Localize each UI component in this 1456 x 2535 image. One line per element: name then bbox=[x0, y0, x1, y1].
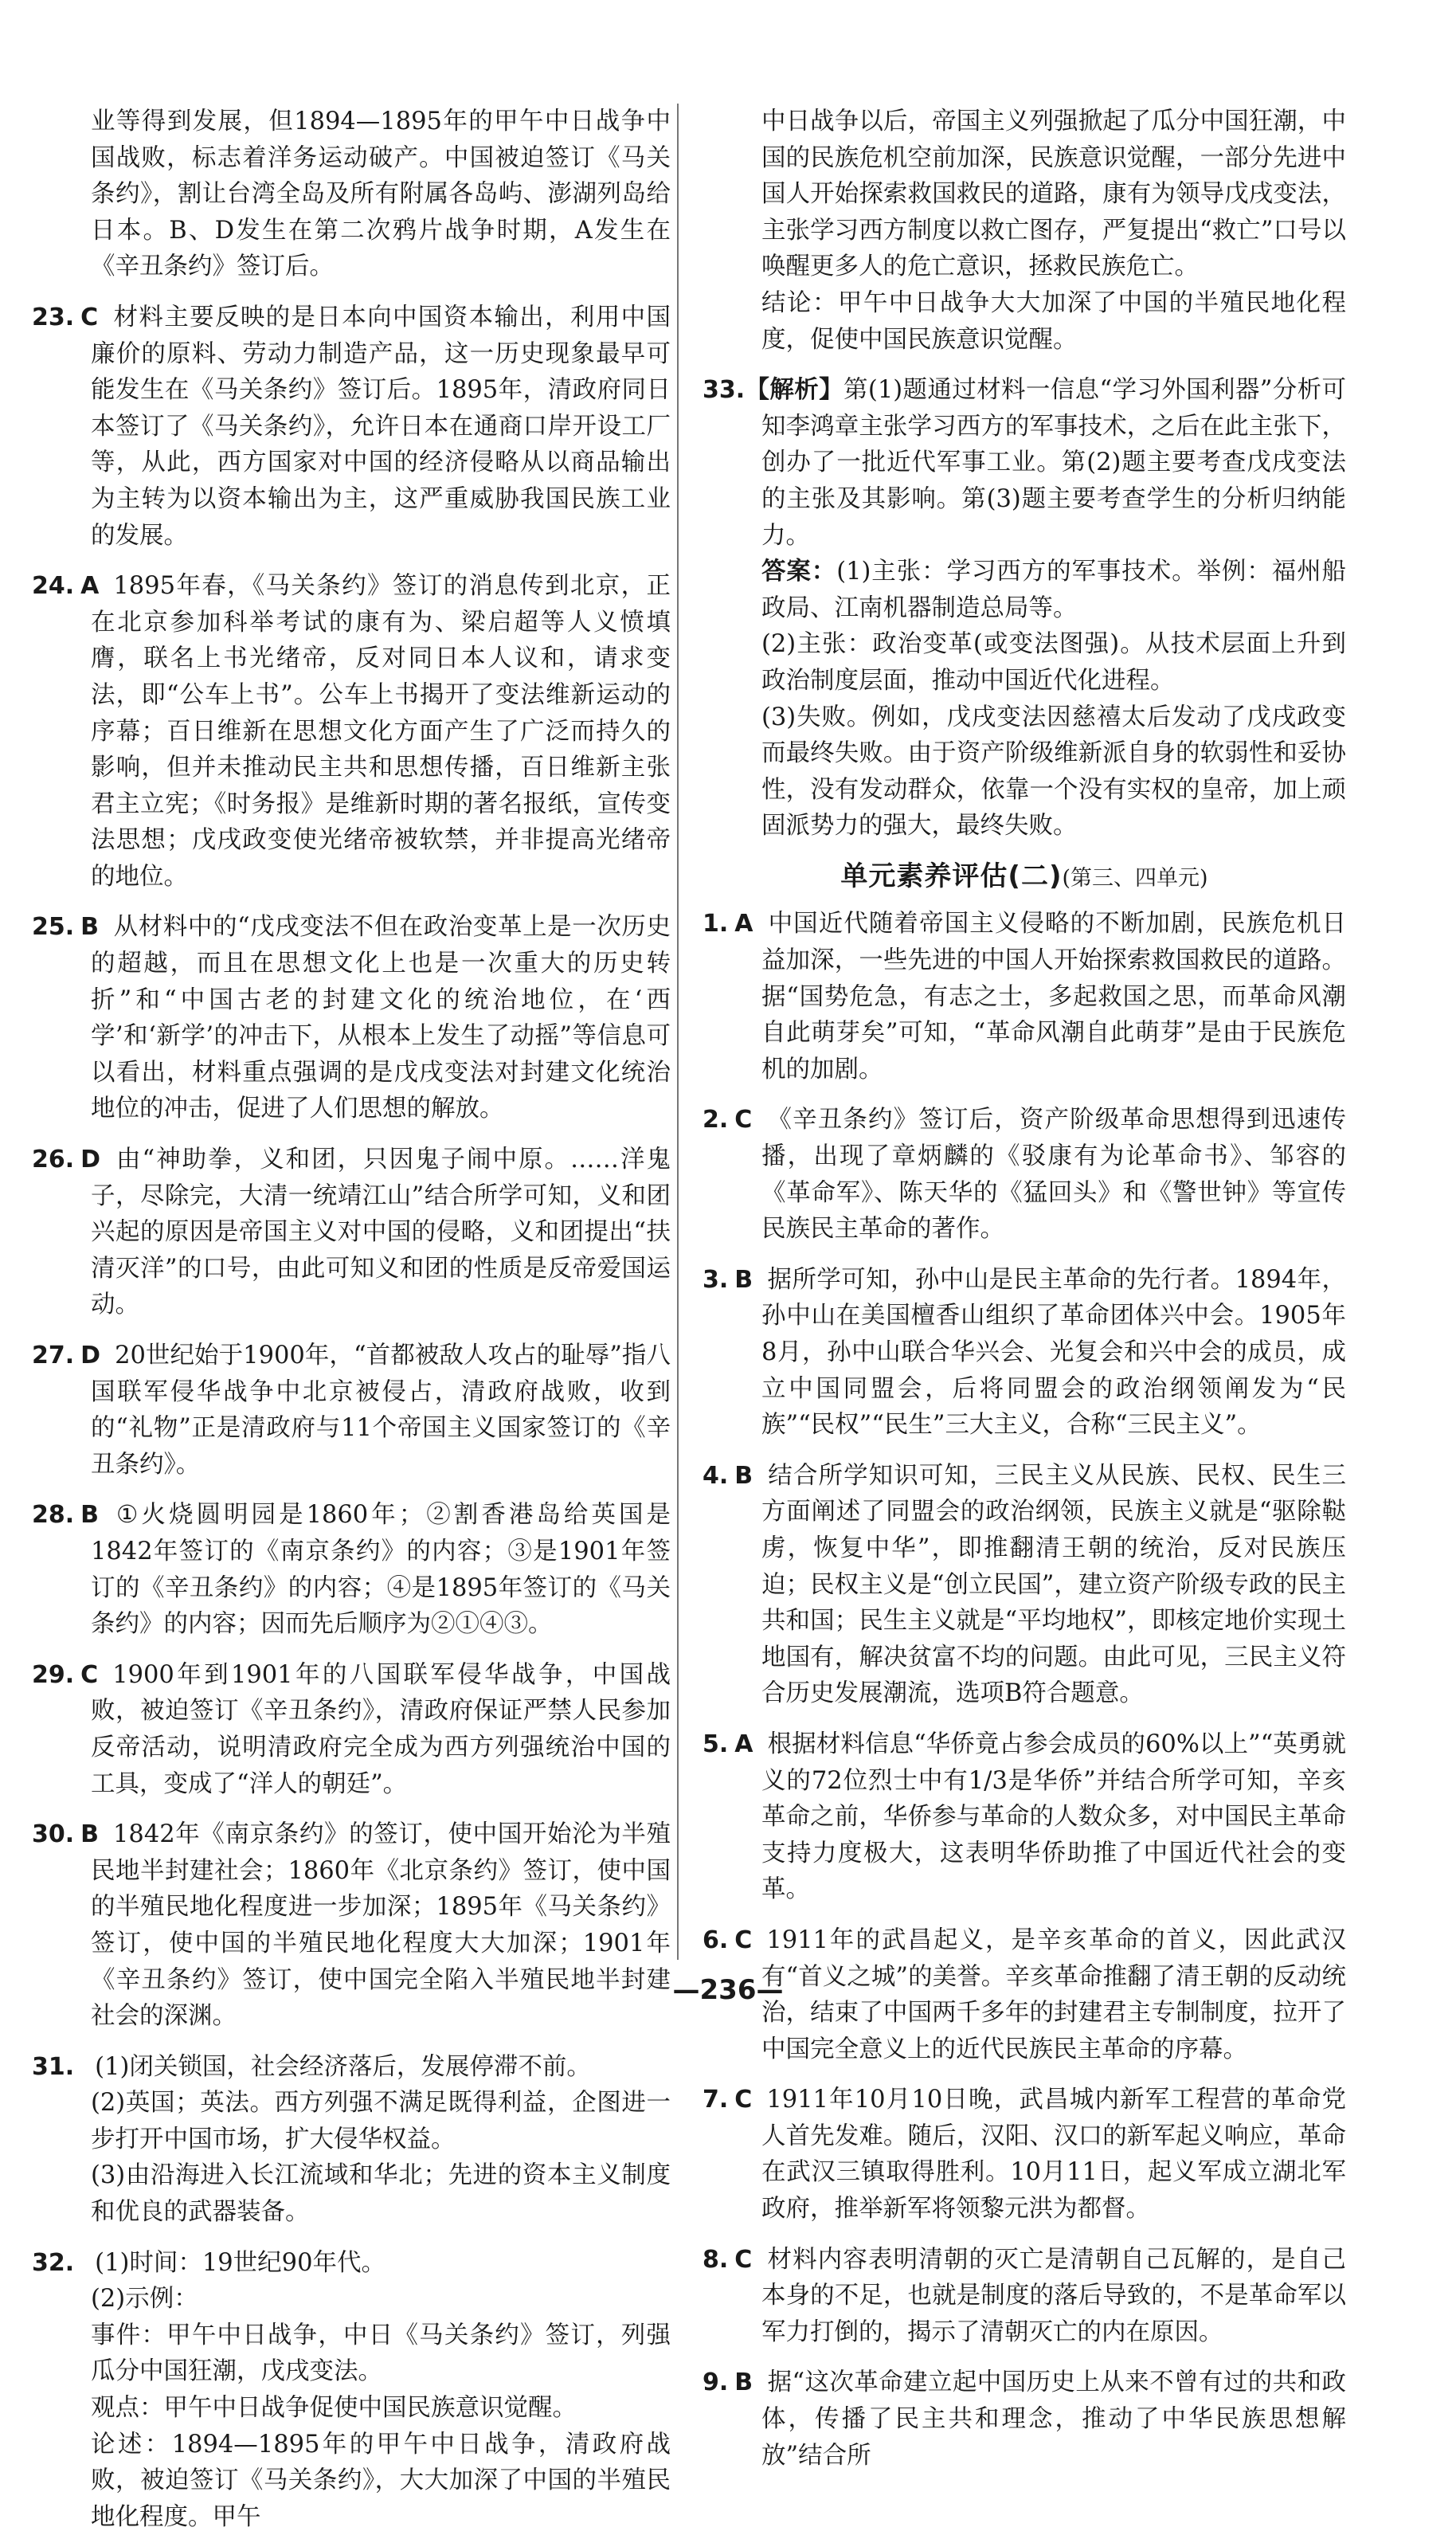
right-answer-list bbox=[703, 906, 1346, 2474]
answer-explanation: 1911年的武昌起义，是辛亥革命的首义，因此武汉有“首义之城”的美誉。辛亥革命推翻了清王朝的反动统治，结束了中国两千多年的封建君主专制制度，拉开了中国完全意义上的近代民族民主革命的序幕。 bbox=[761, 1926, 1346, 2063]
answer-explanation: 从材料中的“戊戌变法不但在政治变革上是一次历史的超越，而且在思想文化上也是一次重大的历史转折”和“中国古老的封建文化的统治地位，在‘西学’和‘新学’的冲击下，从根本上发生了动摇”等信息可以看出，材料重点强调的是戊戌变法对封建文化统治地位的冲击，促进了人们思想的解放。 bbox=[91, 913, 671, 1123]
answer-letter: D bbox=[80, 1342, 101, 1369]
answer-item bbox=[32, 1142, 671, 1323]
answer-letter: B bbox=[734, 1265, 753, 1294]
section-title: 单元素养评估(二)(第三、四单元) bbox=[840, 860, 1208, 892]
q33-analysis: 33.【解析】第(1)题通过材料一信息“学习外国利器”分析可知李鸿章主张学习西方的军事技术，之后在此主张下，创办了一批近代军事工业。第(2)题主要考查戊戌变法的主张及其影响。第(3)题主要考查学生的分析归纳能力。 bbox=[703, 376, 1346, 550]
question-number: 6. bbox=[703, 1926, 729, 1954]
answer-letter: B bbox=[80, 1501, 100, 1530]
q32-part-4: 观点：甲午中日战争促使中国民族意识觉醒。 bbox=[91, 2394, 577, 2423]
answer-explanation: 1842年《南京条约》的签订，使中国开始沦为半殖民地半封建社会；1860年《北京条约》签订，使中国的半殖民地化程度进一步加深；1895年《马关条约》签订，使中国的半殖民地化程度大大加深；1901年《辛丑条约》签订，使中国完全陷入半殖民地半封建社会的深渊。 bbox=[91, 1820, 671, 2031]
question-number: 24. bbox=[32, 572, 75, 601]
answer-explanation: 1895年春，《马关条约》签订的消息传到北京，正在北京参加科举考试的康有为、梁启超等人义愤填膺，联名上书光绪帝，反对同日本人议和，请求变法，即“公车上书”。公车上书揭开了变法维新运动的序幕；百日维新在思想文化方面产生了广泛而持久的影响，但并未推动民主共和思想传播，百日维新主张君主立宪；《时务报》是维新时期的著名报纸，宣传变法思想；戊戌政变使光绪帝被软禁，并非提高光绪帝的地位。 bbox=[91, 572, 671, 891]
answer-letter: B bbox=[80, 913, 100, 942]
q33-answer-2: (2)主张：政治变革(或变法图强)。从技术层面上升到政治制度层面，推动中国近代化进程。 bbox=[761, 630, 1346, 695]
answer-item bbox=[32, 1338, 671, 1483]
question-number: 27. bbox=[32, 1342, 75, 1369]
answer-letter: B bbox=[80, 1820, 100, 1849]
question-number: 26. bbox=[32, 1146, 75, 1174]
answer-explanation: 1900年到1901年的八国联军侵华战争，中国战败，被迫签订《辛丑条约》，清政府保证严禁人民参加反帝活动，说明清政府完全成为西方列强统治中国的工具，变成了“洋人的朝廷”。 bbox=[91, 1660, 671, 1798]
q33-answer-3: (3)失败。例如，戊戌变法因慈禧太后发动了戊戌政变而最终失败。由于资产阶级维新派自身的软弱性和妥协性，没有发动群众，依靠一个没有实权的皇帝，加上顽固派势力的强大，最终失败。 bbox=[761, 703, 1346, 840]
answer-item bbox=[703, 1458, 1346, 1712]
question-number: 2. bbox=[703, 1106, 729, 1134]
answer-item bbox=[703, 2082, 1346, 2227]
q33-answer-label: 答案： bbox=[761, 558, 837, 586]
question-number: 7. bbox=[703, 2086, 729, 2114]
right-column bbox=[703, 104, 1346, 2488]
answer-item bbox=[703, 1102, 1346, 1247]
answer-item bbox=[32, 1497, 671, 1642]
question-number: 3. bbox=[703, 1265, 729, 1294]
question-number: 30. bbox=[32, 1820, 75, 1849]
question-number: 1. bbox=[703, 910, 729, 938]
answer-letter: C bbox=[734, 2086, 753, 2114]
question-number: 28. bbox=[32, 1501, 75, 1530]
q32-part-3: 事件：甲午中日战争，中日《马关条约》签订，列强瓜分中国狂潮，戊戌变法。 bbox=[91, 2321, 671, 2386]
answer-explanation: 《辛丑条约》签订后，资产阶级革命思想得到迅速传播，出现了章炳麟的《驳康有为论革命书》、邹容的《革命军》、陈天华的《猛回头》和《警世钟》等宣传民族民主革命的著作。 bbox=[761, 1106, 1346, 1244]
q32-conclusion: 结论：甲午中日战争大大加深了中国的半殖民地化程度，促使中国民族意识觉醒。 bbox=[761, 288, 1346, 354]
answer-explanation: 根据材料信息“华侨竟占参会成员的60%以上”“英勇就义的72位烈士中有1/3是华侨”并结合所学可知，辛亥革命之前，华侨参与革命的人数众多，对中国民主革命支持力度极大，这表明华侨助推了中国近代社会的变革。 bbox=[761, 1730, 1346, 1904]
answer-item bbox=[32, 909, 671, 1127]
answer-item bbox=[703, 2242, 1346, 2351]
answer-letter: D bbox=[80, 1146, 101, 1174]
question-number: 9. bbox=[703, 2368, 729, 2397]
answer-letter: A bbox=[734, 910, 753, 938]
answer-item bbox=[703, 1726, 1346, 1908]
answer-explanation: 中国近代随着帝国主义侵略的不断加剧，民族危机日益加深，一些先进的中国人开始探索救国救民的道路。据“国势危急，有志之士，多起救国之思，而革命风潮自此萌芽矣”可知，“革命风潮自此萌芽”是由于民族危机的加剧。 bbox=[761, 910, 1346, 1083]
q33-analysis-label: 【解析】 bbox=[745, 376, 844, 405]
answer-explanation: ①火烧圆明园是1860年；②割香港岛给英国是1842年签订的《南京条约》的内容；③是1901年签订的《辛丑条约》的内容；④是1895年签订的《马关条约》的内容；因而先后顺序为②①④③。 bbox=[91, 1501, 671, 1639]
question-number: 23. bbox=[32, 303, 75, 331]
q32-heading: 32. (1)时间：19世纪90年代。 bbox=[32, 2248, 386, 2277]
q31-part-2: (2)英国；英法。西方列强不满足既得利益，企图进一步打开中国市场，扩大侵华权益。 bbox=[91, 2089, 671, 2153]
question-number: 8. bbox=[703, 2245, 729, 2274]
answer-item bbox=[703, 906, 1346, 1087]
answer-explanation: 材料主要反映的是日本向中国资本输出，利用中国廉价的原料、劳动力制造产品，这一历史现象最早可能发生在《马关条约》签订后。1895年，清政府同日本签订了《马关条约》，允许日本在通商口岸开设工厂等，从此，西方国家对中国的经济侵略从以商品输出为主转为以资本输出为主，这严重威胁我国民族工业的发展。 bbox=[91, 303, 671, 550]
answer-explanation: 结合所学知识可知，三民主义从民族、民权、民生三方面阐述了同盟会的政治纲领，民族主义就是“驱除鞑虏，恢复中华”，即推翻清王朝的统治，反对民族压迫；民权主义是“创立民国”，建立资产阶级专政的民主共和国；民生主义就是“平均地权”，即核定地价实现土地国有，解决贫富不均的问题。由此可见，三民主义符合历史发展潮流，选项B符合题意。 bbox=[761, 1461, 1346, 1708]
answer-item bbox=[32, 568, 671, 895]
left-column bbox=[32, 104, 671, 2535]
answer-explanation: 20世纪始于1900年，“首都被敌人攻占的耻辱”指八国联军侵华战争中北京被侵占，清政府战败，收到的“礼物”正是清政府与11个帝国主义国家签订的《辛丑条约》。 bbox=[91, 1342, 671, 1479]
q32-continuation: 中日战争以后，帝国主义列强掀起了瓜分中国狂潮，中国的民族危机空前加深，民族意识觉醒，一部分先进中国人开始探索救国救民的道路，康有为领导戊戌变法，主张学习西方制度以救亡图存，严复提出“救亡”口号以唤醒更多人的危亡意识，拯救民族危亡。 bbox=[761, 108, 1346, 281]
answer-letter: C bbox=[80, 303, 99, 331]
q31-part-1: (1)闭关锁国，社会经济落后，发展停滞不前。 bbox=[95, 2052, 591, 2081]
answer-item bbox=[703, 1262, 1346, 1444]
answer-item bbox=[32, 1657, 671, 1802]
q32-part-2: (2)示例： bbox=[91, 2285, 198, 2314]
answer-explanation: 1911年10月10日晚，武昌城内新军工程营的革命党人首先发难。随后，汉阳、汉口的新军起义响应，革命在武汉三镇取得胜利。10月11日，起义军成立湖北军政府，推举新军将领黎元洪为都督。 bbox=[761, 2086, 1346, 2224]
section-subtitle: (第三、四单元) bbox=[1062, 865, 1208, 891]
answer-explanation: 据“这次革命建立起中国历史上从来不曾有过的共和政体，传播了民主共和理念，推动了中华民族思想解放”结合所 bbox=[761, 2368, 1346, 2470]
answer-item bbox=[703, 2365, 1346, 2474]
answer-letter: A bbox=[734, 1730, 753, 1758]
question-number: 5. bbox=[703, 1730, 729, 1758]
question-number: 29. bbox=[32, 1660, 75, 1689]
q32-part-1: (1)时间：19世纪90年代。 bbox=[95, 2248, 386, 2277]
answer-letter: B bbox=[734, 1461, 753, 1490]
page-number: —236— bbox=[672, 1974, 784, 2006]
question-number: 4. bbox=[703, 1461, 729, 1490]
answer-letter: B bbox=[734, 2368, 753, 2397]
answer-letter: C bbox=[80, 1660, 99, 1689]
q32-part-5: 论述：1894—1895年的甲午中日战争，清政府战败，被迫签订《马关条约》，大大加深了中国的半殖民地化程度。甲午 bbox=[91, 2430, 671, 2531]
answer-item bbox=[32, 300, 671, 554]
q31-part-3: (3)由沿海进入长江流域和华北；先进的资本主义制度和优良的武器装备。 bbox=[91, 2161, 671, 2227]
left-answer-list bbox=[32, 300, 671, 2035]
answer-letter: C bbox=[734, 1926, 753, 1954]
answer-letter: A bbox=[80, 572, 100, 601]
q22-continuation: 业等得到发展，但1894—1895年的甲午中日战争中国战败，标志着洋务运动破产。中国被迫签订《马关条约》，割让台湾全岛及所有附属各岛屿、澎湖列岛给日本。B、D发生在第二次鸦片战争时期，A发生在《辛丑条约》签订后。 bbox=[91, 108, 671, 281]
q31-heading: 31. (1)闭关锁国，社会经济落后，发展停滞不前。 bbox=[32, 2052, 591, 2081]
answer-explanation: 由“神助拳，义和团，只因鬼子闹中原。……洋鬼子，尽除完，大清一统靖江山”结合所学可知，义和团兴起的原因是帝国主义对中国的侵略，义和团提出“扶清灭洋”的口号，由此可知义和团的性质是反帝爱国运动。 bbox=[91, 1146, 671, 1319]
answer-explanation: 材料内容表明清朝的灭亡是清朝自己瓦解的，是自己本身的不足，也就是制度的落后导致的，不是革命军以军力打倒的，揭示了清朝灭亡的内在原因。 bbox=[761, 2245, 1346, 2346]
question-number: 25. bbox=[32, 913, 75, 942]
q33-answer-1: 答案：(1)主张：学习西方的军事技术。举例：福州船政局、江南机器制造总局等。 bbox=[761, 558, 1347, 622]
column-divider bbox=[677, 104, 679, 1960]
answer-explanation: 据所学可知，孙中山是民主革命的先行者。1894年，孙中山在美国檀香山组织了革命团体兴中会。1905年8月，孙中山联合华兴会、光复会和兴中会的成员，成立中国同盟会，后将同盟会的政治纲领阐发为“民族”“民权”“民生”三大主义，合称“三民主义”。 bbox=[761, 1265, 1346, 1440]
answer-letter: C bbox=[734, 2245, 753, 2274]
answer-letter: C bbox=[734, 1106, 753, 1134]
